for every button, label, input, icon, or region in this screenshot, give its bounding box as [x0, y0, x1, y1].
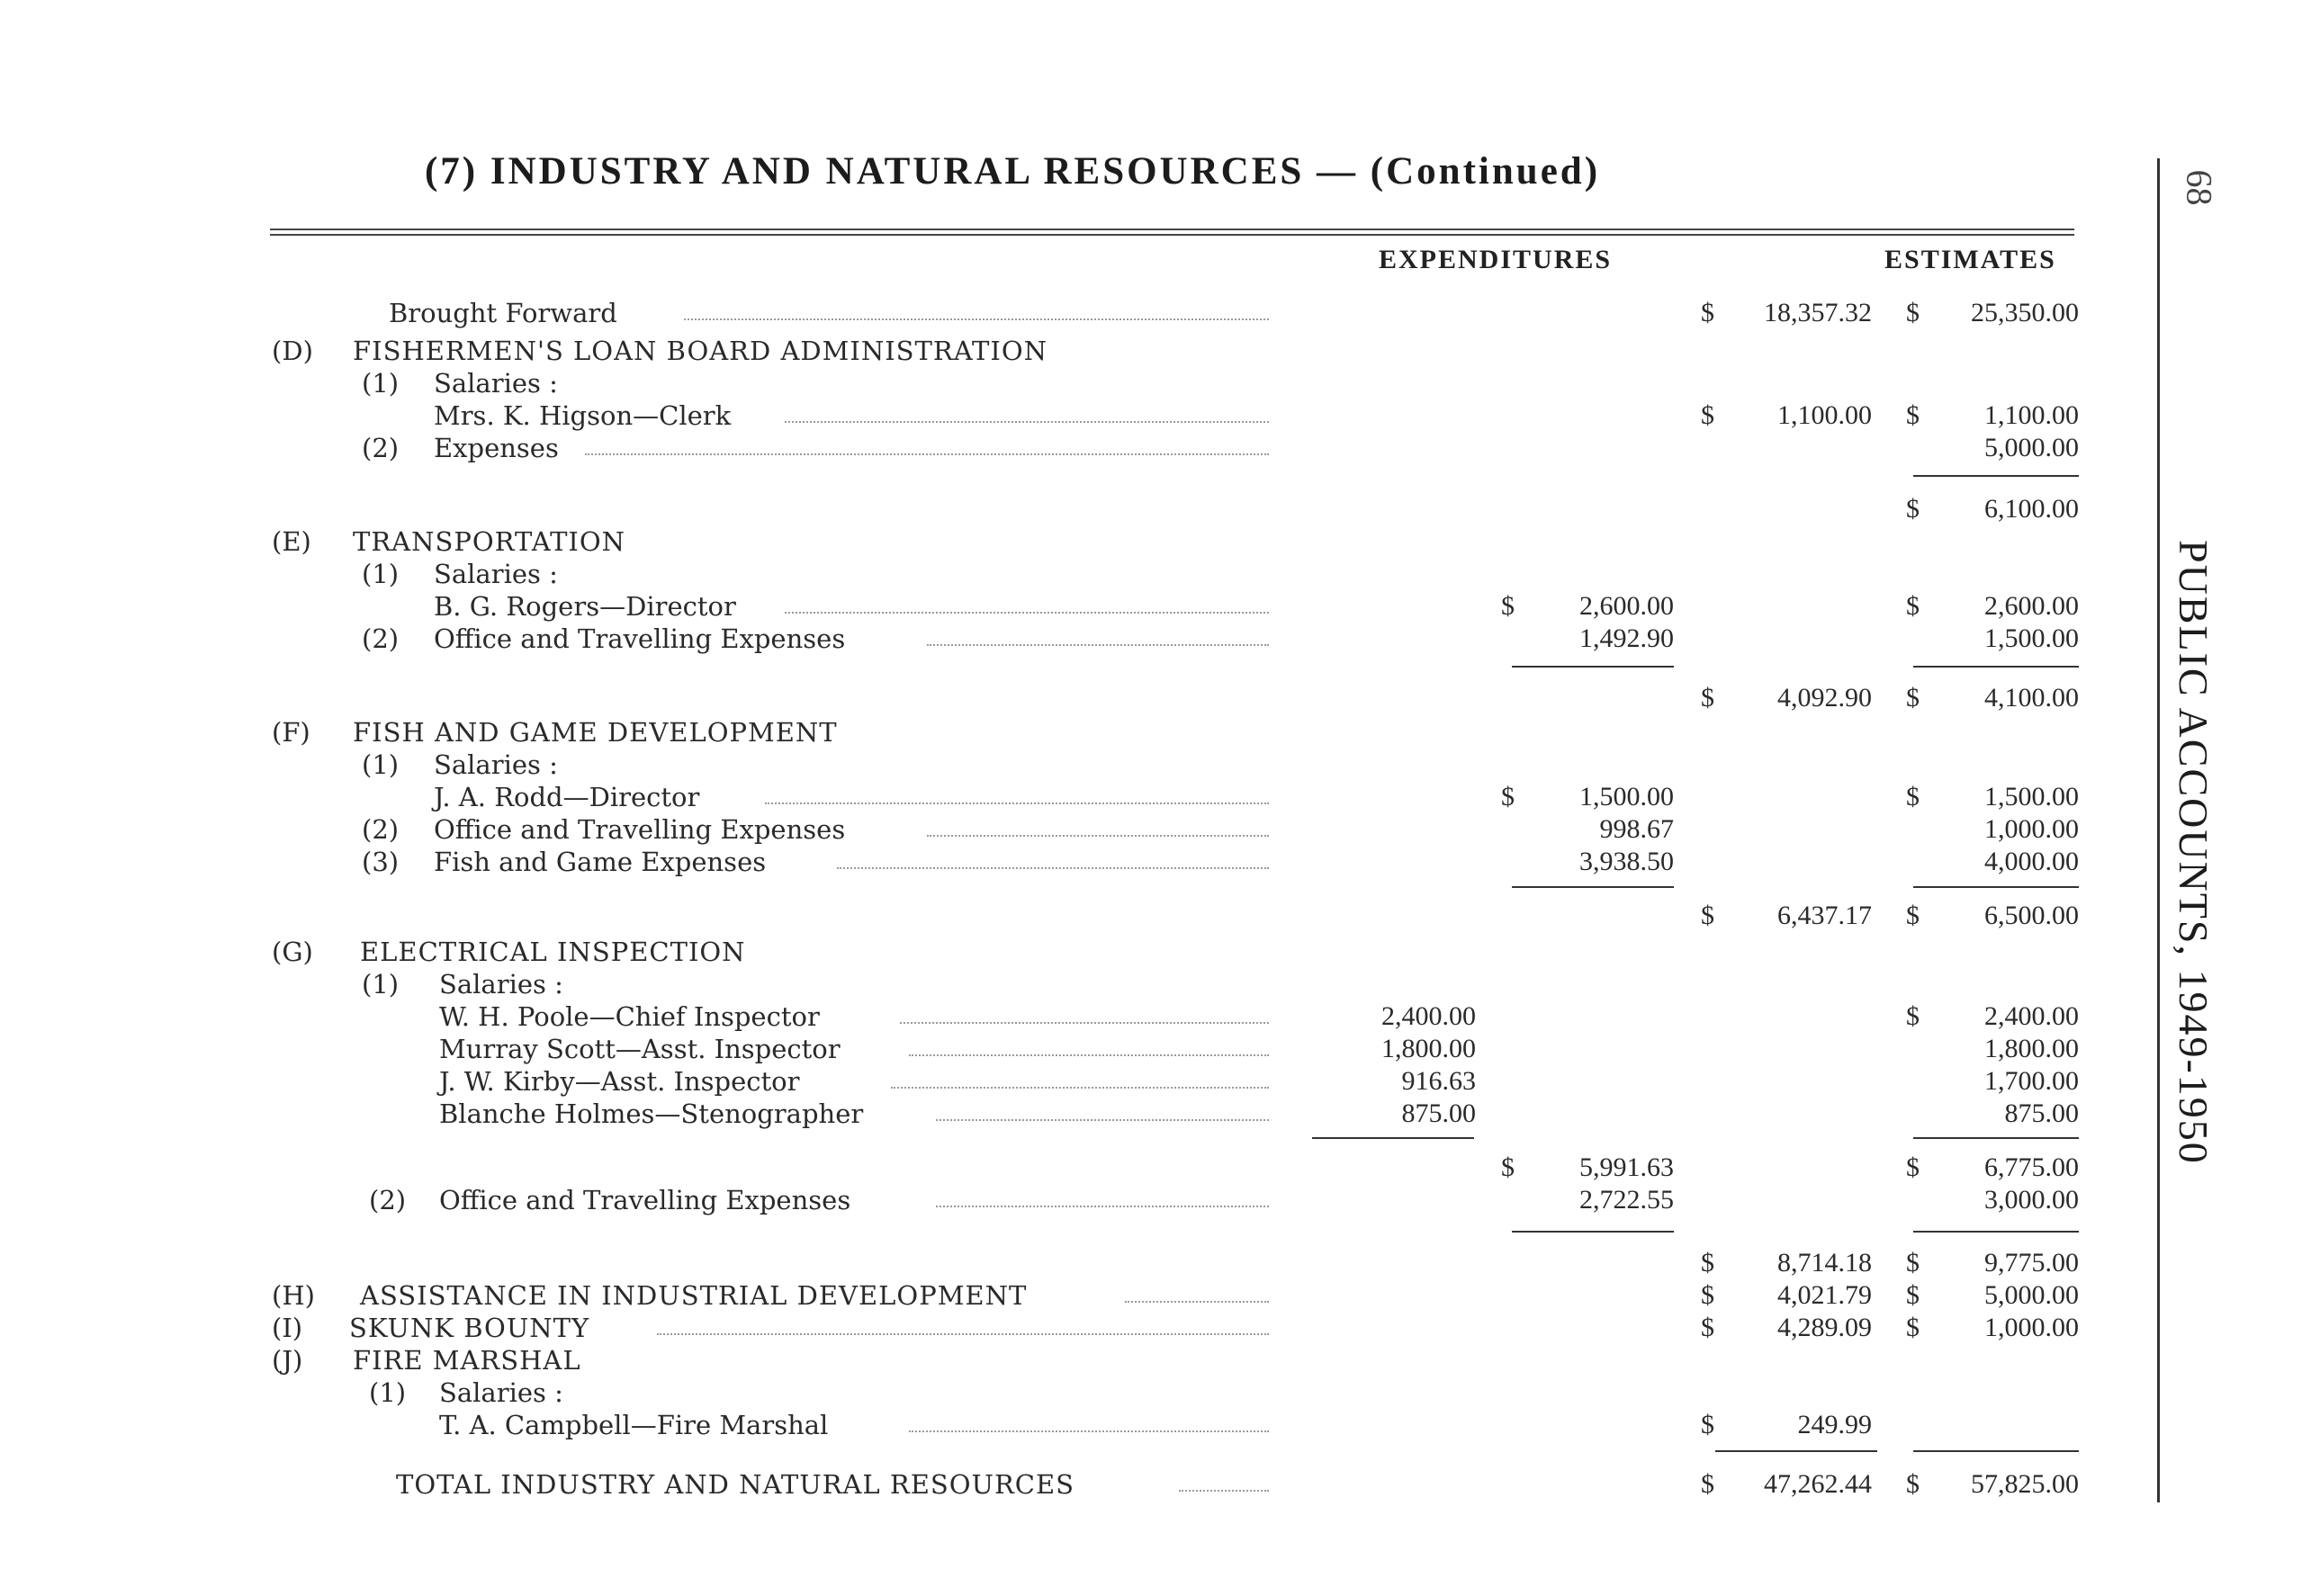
amount-cell: 249.99: [1797, 1410, 1872, 1439]
section-j-heading: [0, 1344, 2160, 1376]
currency-sign: $: [1501, 782, 1515, 811]
staff-name: T. A. Campbell—Fire Marshal: [439, 1410, 829, 1440]
row-section-total: [0, 900, 2160, 932]
row-label: Brought Forward: [389, 298, 617, 328]
amount-cell: 1,500.00: [1984, 782, 2079, 811]
leader-dots: [657, 1333, 1269, 1335]
amount-cell: 5,000.00: [1984, 1280, 2079, 1310]
leader-dots: [936, 1206, 1269, 1207]
currency-sign: $: [1906, 1248, 1920, 1278]
amount-cell: 916.63: [1401, 1066, 1476, 1096]
row-expenses: [0, 813, 2160, 846]
section-letter: (E): [272, 526, 311, 557]
currency-sign: $: [1701, 1248, 1714, 1278]
currency-sign: $: [1701, 1313, 1714, 1342]
section-title: TRANSPORTATION: [353, 526, 626, 557]
currency-sign: $: [1906, 494, 1920, 524]
section-h-heading: [0, 1279, 2160, 1312]
currency-sign: $: [1906, 1469, 1920, 1499]
amount-cell: 1,500.00: [1579, 782, 1674, 811]
currency-sign: $: [1906, 1313, 1920, 1342]
amount-cell: 1,800.00: [1984, 1034, 2079, 1063]
amount-cell: 1,100.00: [1984, 400, 2079, 430]
currency-sign: $: [1701, 1280, 1714, 1310]
currency-sign: $: [1701, 901, 1714, 930]
row-expenses: [0, 846, 2160, 878]
amount-cell: 1,700.00: [1984, 1066, 2079, 1096]
column-header-expenditures: EXPENDITURES: [1379, 245, 1613, 274]
subtotal-rule: [1312, 1137, 1474, 1139]
row-staff: [0, 1098, 2160, 1130]
amount-cell: 5,991.63: [1579, 1152, 1674, 1182]
currency-sign: $: [1701, 400, 1714, 430]
currency-sign: $: [1906, 298, 1920, 327]
amount-cell: 1,800.00: [1381, 1034, 1476, 1063]
staff-name: B. G. Rogers—Director: [434, 591, 736, 622]
row-salaries: [0, 1376, 2160, 1409]
currency-sign: $: [1906, 683, 1920, 713]
row-expenses: [0, 432, 2160, 464]
staff-name: J. A. Rodd—Director: [434, 782, 700, 812]
row-section-total: [0, 682, 2160, 714]
section-g-heading: [0, 936, 2160, 968]
item-label: Salaries :: [434, 368, 558, 399]
currency-sign: $: [1906, 1152, 1920, 1182]
item-label: Expenses: [434, 433, 559, 463]
row-staff: [0, 1065, 2160, 1098]
leader-dots: [785, 612, 1269, 614]
subtotal-rule: [1913, 666, 2079, 668]
section-title: ELECTRICAL INSPECTION: [360, 937, 746, 967]
amount-cell: 1,500.00: [1984, 623, 2079, 653]
section-title: ASSISTANCE IN INDUSTRIAL DEVELOPMENT: [360, 1280, 1028, 1311]
staff-name: J. W. Kirby—Asst. Inspector: [439, 1066, 800, 1097]
currency-sign: $: [1906, 1001, 1920, 1031]
staff-name: Mrs. K. Higson—Clerk: [434, 400, 732, 431]
amount-cell: 1,000.00: [1984, 814, 2079, 844]
leader-dots: [891, 1087, 1269, 1089]
item-number: (1): [362, 368, 400, 399]
leader-dots: [936, 1119, 1269, 1121]
subtotal-rule: [1913, 475, 2079, 477]
currency-sign: $: [1906, 1280, 1920, 1310]
side-running-title: PUBLIC ACCOUNTS, 1949-1950: [2171, 540, 2217, 1165]
row-section-total: [0, 1247, 2160, 1279]
amount-cell: 2,600.00: [1579, 591, 1674, 621]
amount-cell: 2,400.00: [1381, 1001, 1476, 1031]
row-staff: [0, 399, 2160, 432]
amount-cell: 4,021.79: [1777, 1280, 1872, 1310]
item-number: (1): [362, 749, 400, 780]
section-f-heading: [0, 716, 2160, 749]
margin-vertical-rule: [2157, 158, 2160, 1502]
item-label: Salaries :: [439, 1377, 563, 1408]
row-expenses: [0, 623, 2160, 655]
amount-cell: 1,100.00: [1777, 400, 1872, 430]
row-section-total: [0, 493, 2160, 525]
page-title: (7) INDUSTRY AND NATURAL RESOURCES — (Continued): [424, 150, 1601, 193]
row-grand-total: [0, 1468, 2160, 1501]
amount-cell: 2,722.55: [1579, 1185, 1674, 1215]
subtotal-rule: [1913, 886, 2079, 888]
amount-cell: 1,000.00: [1984, 1313, 2079, 1342]
amount-cell: 25,350.00: [1971, 298, 2079, 327]
currency-sign: $: [1501, 591, 1515, 621]
leader-dots: [927, 835, 1269, 837]
row-salaries: [0, 558, 2160, 590]
row-subtotal: [0, 1152, 2160, 1184]
section-letter: (D): [272, 336, 313, 366]
leader-dots: [909, 1430, 1269, 1432]
currency-sign: $: [1701, 1469, 1714, 1499]
subtotal-rule: [1512, 886, 1674, 888]
subtotal-rule: [1913, 1231, 2079, 1233]
section-e-heading: [0, 525, 2160, 558]
leader-dots: [927, 644, 1269, 646]
header-rule-bottom: [270, 234, 2074, 236]
leader-dots: [585, 453, 1269, 455]
subtotal-rule: [1512, 666, 1674, 668]
item-number: (2): [362, 433, 400, 463]
amount-cell: 18,357.32: [1764, 298, 1872, 327]
total-rule: [1913, 1450, 2079, 1452]
leader-dots: [900, 1022, 1269, 1024]
amount-cell: 2,600.00: [1984, 591, 2079, 621]
staff-name: Murray Scott—Asst. Inspector: [439, 1034, 841, 1064]
leader-dots: [785, 421, 1269, 423]
amount-cell: 3,000.00: [1984, 1185, 2079, 1215]
section-i-heading: [0, 1312, 2160, 1344]
item-number: (1): [362, 969, 400, 1000]
row-brought-forward: [0, 297, 2160, 329]
item-label: Office and Travelling Expenses: [434, 623, 846, 654]
row-salaries: [0, 749, 2160, 781]
amount-cell: 4,000.00: [1984, 847, 2079, 876]
staff-name: W. H. Poole—Chief Inspector: [439, 1001, 820, 1032]
section-letter: (J): [272, 1345, 303, 1376]
leader-dots: [909, 1054, 1269, 1056]
item-number: (2): [362, 814, 400, 845]
row-staff: [0, 1000, 2160, 1033]
section-letter: (H): [272, 1280, 315, 1311]
section-letter: (F): [272, 717, 310, 748]
row-expenses: [0, 1184, 2160, 1216]
item-number: (1): [362, 559, 400, 589]
section-letter: (G): [272, 937, 313, 967]
amount-cell: 5,000.00: [1984, 433, 2079, 462]
leader-dots: [1179, 1490, 1269, 1492]
currency-sign: $: [1501, 1152, 1515, 1182]
leader-dots: [684, 318, 1269, 320]
currency-sign: $: [1906, 400, 1920, 430]
grand-total-label: TOTAL INDUSTRY AND NATURAL RESOURCES: [396, 1469, 1075, 1500]
amount-cell: 875.00: [1401, 1098, 1476, 1128]
leader-dots: [765, 802, 1269, 804]
leader-dots: [1125, 1301, 1269, 1303]
currency-sign: $: [1701, 1410, 1714, 1439]
row-staff: [0, 781, 2160, 813]
subtotal-rule: [1913, 1137, 2079, 1139]
row-salaries: [0, 367, 2160, 399]
item-label: Office and Travelling Expenses: [439, 1185, 851, 1215]
row-salaries: [0, 968, 2160, 1000]
item-label: Office and Travelling Expenses: [434, 814, 846, 845]
amount-cell: 8,714.18: [1777, 1248, 1872, 1278]
amount-cell: 47,262.44: [1764, 1469, 1872, 1499]
amount-cell: 1,492.90: [1579, 623, 1674, 653]
row-staff: [0, 590, 2160, 623]
amount-cell: 6,775.00: [1984, 1152, 2079, 1182]
amount-cell: 9,775.00: [1984, 1248, 2079, 1278]
item-label: Salaries :: [434, 559, 558, 589]
item-label: Fish and Game Expenses: [434, 847, 767, 877]
currency-sign: $: [1906, 782, 1920, 811]
amount-cell: 6,100.00: [1984, 494, 2079, 524]
amount-cell: 4,289.09: [1777, 1313, 1872, 1342]
section-title: FISH AND GAME DEVELOPMENT: [353, 717, 838, 748]
item-label: Salaries :: [439, 969, 563, 1000]
amount-cell: 998.67: [1599, 814, 1674, 844]
staff-name: Blanche Holmes—Stenographer: [439, 1098, 864, 1129]
amount-cell: 2,400.00: [1984, 1001, 2079, 1031]
amount-cell: 57,825.00: [1971, 1469, 2079, 1499]
section-title: SKUNK BOUNTY: [349, 1313, 590, 1343]
total-rule: [1715, 1450, 1877, 1452]
currency-sign: $: [1906, 901, 1920, 930]
item-number: (2): [369, 1185, 407, 1215]
amount-cell: 4,092.90: [1777, 683, 1872, 713]
amount-cell: 3,938.50: [1579, 847, 1674, 876]
item-label: Salaries :: [434, 749, 558, 780]
column-header-estimates: ESTIMATES: [1884, 245, 2056, 274]
leader-dots: [837, 867, 1269, 869]
amount-cell: 6,500.00: [1984, 901, 2079, 930]
item-number: (1): [369, 1377, 407, 1408]
currency-sign: $: [1701, 298, 1714, 327]
amount-cell: 4,100.00: [1984, 683, 2079, 713]
page-number: 68: [2179, 169, 2220, 206]
section-title: FISHERMEN'S LOAN BOARD ADMINISTRATION: [353, 336, 1048, 366]
amount-cell: 875.00: [2004, 1098, 2079, 1128]
item-number: (3): [362, 847, 400, 877]
currency-sign: $: [1906, 591, 1920, 621]
currency-sign: $: [1701, 683, 1714, 713]
item-number: (2): [362, 623, 400, 654]
section-d-heading: [0, 335, 2160, 367]
row-staff: [0, 1409, 2160, 1441]
subtotal-rule: [1512, 1231, 1674, 1233]
row-staff: [0, 1033, 2160, 1065]
section-letter: (I): [272, 1313, 303, 1343]
header-rule-top: [270, 229, 2074, 230]
amount-cell: 6,437.17: [1777, 901, 1872, 930]
section-title: FIRE MARSHAL: [353, 1345, 581, 1376]
